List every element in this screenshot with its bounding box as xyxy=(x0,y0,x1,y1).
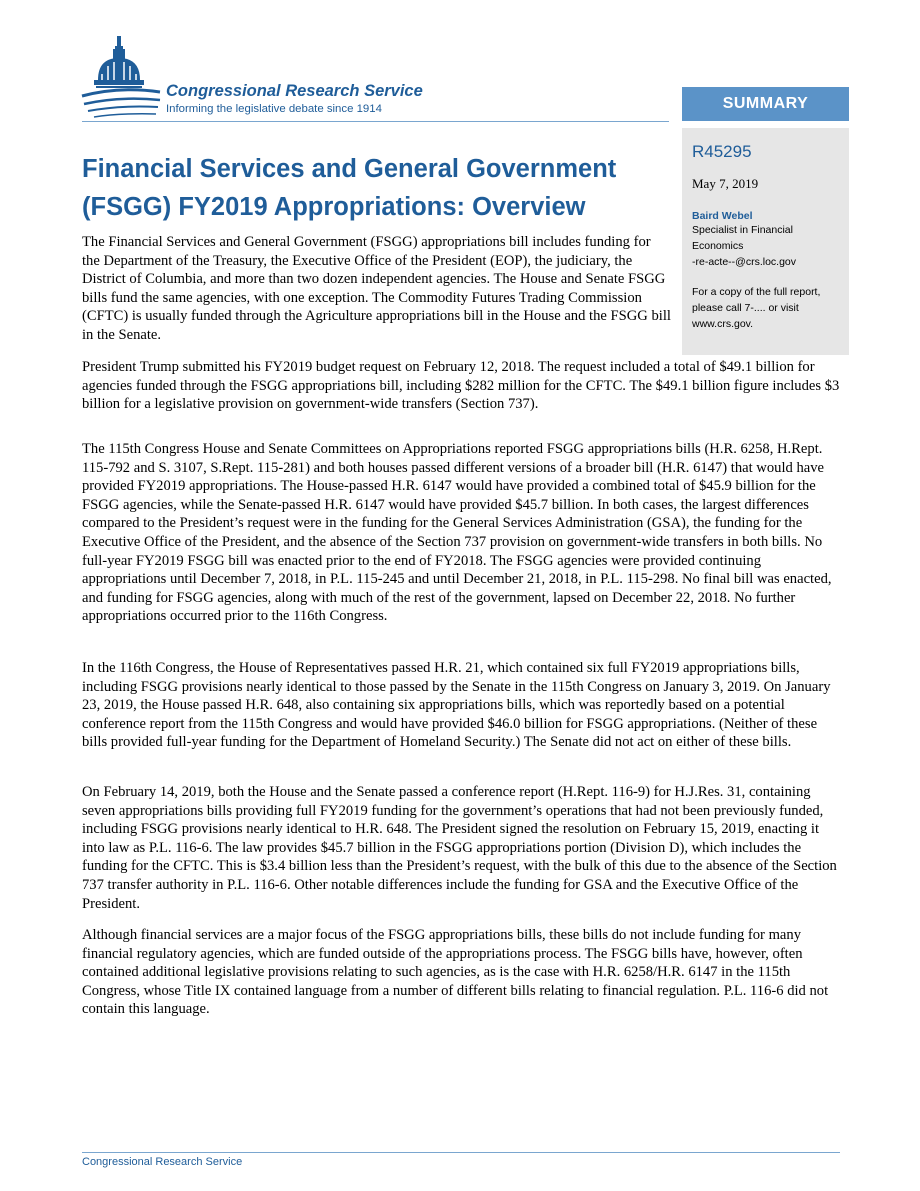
header-divider xyxy=(82,121,669,122)
paragraph-4: In the 116th Congress, the House of Representatives passed H.R. 21, which contained six full FY2019 appropriations bills, including FSGG provisions nearly identical to those passed by the Senate in the 115th Congress on January 3, 2019. On January 23, 2019, the House passed H.R. 648, also containing six appropriations bills, which was reportedly based on a potential conference report from the 115th Congress and would have provided $46.0 billion for FSGG appropriations. (Neither of these bills provided full-year funding for the Department of Homeland Security.) The Senate did not act on either of these bills. xyxy=(82,660,831,751)
paragraph-3: The 115th Congress House and Senate Committees on Appropriations reported FSGG appropriations bills (H.R. 6258, H.Rept. 115-792 and S. 3107, S.Rept. 115-281) and both houses passed different versions of a broader bill (H.R. 6147) that would have provided FY2019 appropriations. The House-passed H.R. 6147 would have provided a combined total of $45.9 billion for the FSGG agencies, while the Senate-passed H.R. 6147 would have provided $45.7 billion. In both cases, the largest differences compared to the President’s request were in the funding for the General Services Administration (GSA), the funding for the Executive Office of the President, and the absence of the Section 737 provision on government-wide transfers in both bills. No full-year FY2019 FSGG bill was enacted prior to the end of FY2018. The FSGG agencies were provided continuing appropriations until December 7, 2018, in P.L. 115-245 and until December 21, 2018, in P.L. 115-298. No final bill was enacted, and funding for FSGG agencies, along with much of the rest of the government, lapsed on December 22, 2018. No further appropriations occurred prior to the 116th Congress. xyxy=(82,441,832,625)
summary-label: SUMMARY xyxy=(682,87,849,121)
footer-divider xyxy=(82,1152,840,1153)
title-line-1: Financial Services and General Government xyxy=(82,155,617,183)
paragraph-6: Although financial services are a major focus of the FSGG appropriations bills, these bills do not include funding for many financial regulatory agencies, which are funded outside of the appropriations process. The FSGG bills have, however, often contained additional legislative provisions relating to such agencies, as is the case with H.R. 6258/H.R. 6147 in the 115th Congress, whose Title IX contained language from a number of different bills relating to financial regulation. P.L. 116-6 did not contain this language. xyxy=(82,927,829,1018)
copy-note-line-1: For a copy of the full report, xyxy=(692,286,821,298)
paragraph-1: The Financial Services and General Government (FSGG) appropriations bill includes funding for the Department of the Treasury, the Executive Office of the President (EOP), the judiciary, the District of Columbia, and more than two dozen independent agencies. The House and Senate FSGG bills fund the same agencies, with one exception. The Commodity Futures Trading Commission (CFTC) is usually funded through the Agriculture appropriations bill in the House and the FSGG bill in the Senate. xyxy=(82,234,671,343)
author-title-line-2: Economics xyxy=(692,240,744,252)
report-id: R45295 xyxy=(692,142,752,161)
copy-note-line-3: www.crs.gov. xyxy=(692,318,754,330)
copy-note-line-2: please call 7-.... or visit xyxy=(692,302,799,314)
author-title-line-1: Specialist in Financial xyxy=(692,224,793,236)
footer-text: Congressional Research Service xyxy=(82,1156,243,1168)
author-name: Baird Webel xyxy=(692,210,753,222)
capitol-dome-icon xyxy=(80,34,162,120)
summary-sidebar xyxy=(682,128,849,355)
org-tagline: Informing the legislative debate since 1914 xyxy=(166,103,382,115)
report-date: May 7, 2019 xyxy=(692,176,759,191)
paragraph-2: President Trump submitted his FY2019 budget request on February 12, 2018. The request included a total of $49.1 billion for agencies funded through the FSGG appropriations bill, including $282 million for the CFTC. The $49.1 billion figure includes $3 billion for a legislative provision on government-wide transfers (Section 737). xyxy=(82,359,840,413)
crs-logo xyxy=(80,34,480,120)
author-email: -re-acte--@crs.loc.gov xyxy=(692,256,797,268)
title-line-2: (FSGG) FY2019 Appropriations: Overview xyxy=(82,193,586,221)
org-name: Congressional Research Service xyxy=(166,82,423,100)
page-title xyxy=(82,150,672,226)
paragraph-5: On February 14, 2019, both the House and the Senate passed a conference report (H.Rept. 116-9) for H.J.Res. 31, containing seven appropriations bills providing full FY2019 funding for the government’s operations that had not been previously funded, including FSGG provisions nearly identical to H.R. 648. The President signed the resolution on February 15, 2019, enacting it into law as P.L. 116-6. The law provides $45.7 billion in the FSGG appropriations portion (Division D), which includes the funding for the CFTC. This is $3.4 billion less than the President’s request, with the bulk of this due to the absence of the Section 737 transfer authority in P.L. 116-6. Other notable differences include the funding for GSA and the Executive Office of the President. xyxy=(82,784,837,912)
